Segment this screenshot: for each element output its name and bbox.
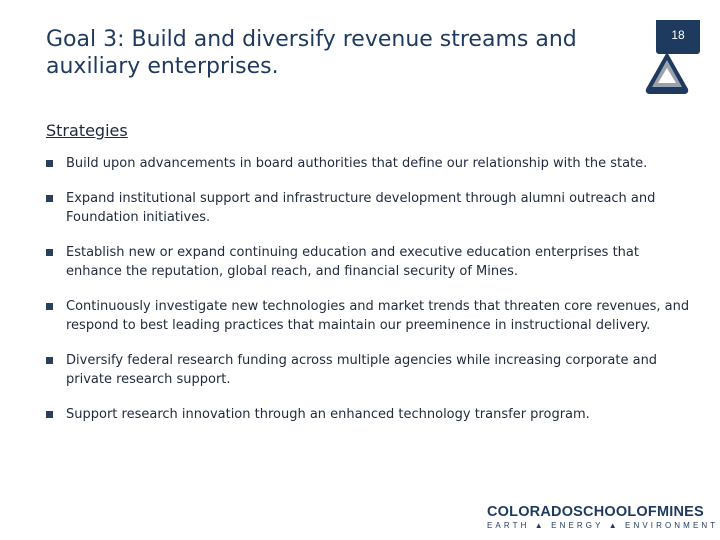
logo-tagline: EARTH ▲ ENERGY ▲ ENVIRONMENT xyxy=(487,521,719,530)
square-bullet-icon xyxy=(46,303,53,310)
list-item xyxy=(46,297,696,335)
list-item xyxy=(46,189,696,227)
list-item-text: Support research innovation through an enhanced technology transfer program. xyxy=(66,407,590,422)
list-item xyxy=(46,405,696,424)
logo-wordmark: COLORADOSCHOOLOFMINES xyxy=(487,504,704,520)
list-item-text: Diversify federal research funding across multiple agencies while increasing corporate and private research support. xyxy=(66,353,658,387)
square-bullet-icon xyxy=(46,160,53,167)
page-number: 18 xyxy=(671,28,685,42)
mines-logo-icon xyxy=(642,49,692,99)
list-item-text: Establish new or expand continuing education and executive education enterprises that enhance the reputation, global reach, and financial security of Mines. xyxy=(66,245,639,279)
square-bullet-icon xyxy=(46,411,53,418)
square-bullet-icon xyxy=(46,249,53,256)
strategies-list xyxy=(46,154,696,440)
list-item-text: Expand institutional support and infrastructure development through alumni outreach and Foundation initiatives. xyxy=(66,191,656,225)
list-item xyxy=(46,243,696,281)
list-item-text: Build upon advancements in board authorities that define our relationship with the state. xyxy=(66,156,648,171)
square-bullet-icon xyxy=(46,195,53,202)
strategies-heading: Strategies xyxy=(46,121,128,140)
square-bullet-icon xyxy=(46,357,53,364)
colorado-school-of-mines-logo xyxy=(487,504,719,531)
list-item-text: Continuously investigate new technologies and market trends that threaten core revenues, and respond to best leading practices that maintain our preeminence in instructional delivery. xyxy=(66,299,690,333)
list-item xyxy=(46,351,696,389)
slide-title: Goal 3: Build and diversify revenue streams and auxiliary enterprises. xyxy=(46,27,577,79)
list-item xyxy=(46,154,696,173)
